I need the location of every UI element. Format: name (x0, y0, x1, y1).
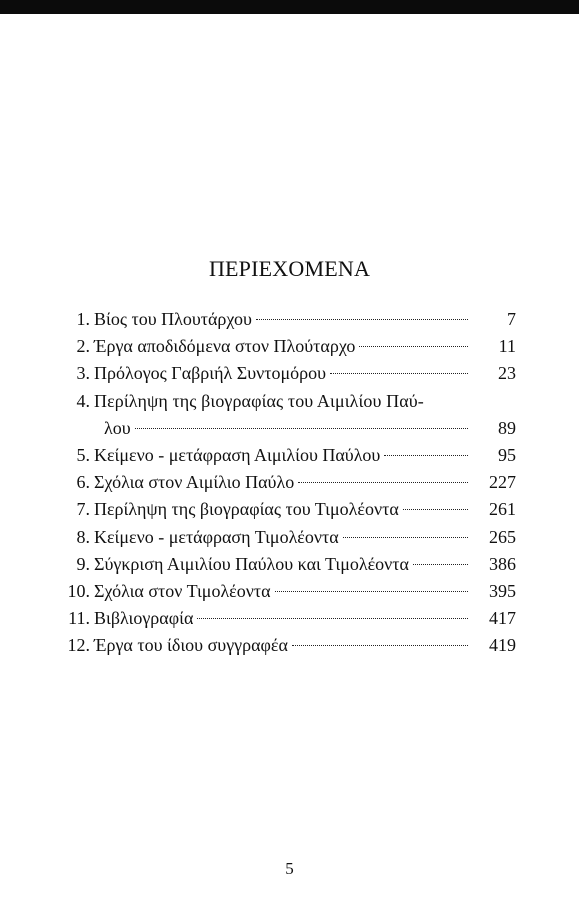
dot-leader (197, 618, 468, 619)
toc-entry (60, 388, 516, 415)
toc-entry-title: Βίος του Πλουτάρχου (94, 309, 252, 329)
toc-entry-title: Βιβλιογραφία (94, 608, 194, 629)
toc-entry-page: 95 (498, 444, 516, 465)
toc-entry-page: 227 (489, 472, 516, 493)
toc-entry-title: Περίληψη της βιογραφίας του Τιμολέοντα (94, 499, 399, 520)
page-title: ΠΕΡΙΕΧΟΜΕΝΑ (208, 256, 371, 281)
toc-entry-page: 386 (489, 553, 516, 574)
toc-entry (60, 469, 516, 496)
toc-entry-number: 1. (76, 309, 90, 329)
toc-entry-number: 11. (68, 608, 90, 629)
toc-entry-continuation (60, 415, 516, 442)
page-number: 5 (285, 859, 294, 878)
toc-entry-page: 7 (507, 309, 516, 329)
toc-entry-title: Έργα αποδιδόμενα στον Πλούταρχο (94, 336, 356, 357)
dot-leader (298, 482, 468, 483)
toc-entry-title: Σύγκριση Αιμιλίου Παύλου και Τιμολέοντα (94, 553, 409, 574)
dot-leader (275, 591, 468, 592)
toc-entry-number: 3. (76, 363, 90, 384)
dot-leader (403, 509, 468, 510)
toc-entry (60, 551, 516, 578)
toc-entry-page: 11 (498, 336, 516, 357)
dot-leader (413, 564, 468, 565)
toc-entry-page: 89 (498, 417, 516, 438)
toc-entry-page: 419 (489, 635, 516, 656)
dot-leader (359, 346, 468, 347)
toc-entry-number: 10. (67, 580, 90, 601)
toc-entry-title: Πρόλογος Γαβριήλ Συντομόρου (94, 363, 327, 384)
toc-entry-title: Σχόλια στον Αιμίλιο Παύλο (94, 472, 295, 493)
toc-entry-number: 7. (76, 499, 90, 520)
dot-leader (135, 428, 468, 429)
toc-entry-number: 5. (76, 444, 90, 465)
toc-entry (60, 524, 516, 551)
toc-entry-title: Έργα του ίδιου συγγραφέα (94, 635, 288, 656)
toc-entry (60, 333, 516, 360)
toc-entry-page: 261 (489, 499, 516, 520)
toc-entry-number: 2. (76, 336, 90, 357)
toc-entry-title: Περίληψη της βιογραφίας του Αιμιλίου Παύ- (94, 390, 424, 411)
toc-entry-title: Κείμενο - μετάφραση Αιμιλίου Παύλου (94, 444, 381, 465)
dot-leader (256, 319, 468, 320)
toc-entry (60, 632, 516, 659)
toc-entry-page: 23 (498, 363, 516, 384)
dot-leader (384, 455, 468, 456)
toc-entry (60, 496, 516, 523)
toc-entry (60, 578, 516, 605)
toc-entry-number: 12. (67, 635, 90, 656)
toc-entry-number: 6. (76, 472, 90, 493)
top-edge-bar (0, 0, 579, 14)
toc-entry-title: Σχόλια στον Τιμολέοντα (94, 580, 271, 601)
toc-entry-page: 395 (489, 580, 516, 601)
toc-entry-number: 4. (76, 390, 90, 411)
table-of-contents (60, 306, 516, 659)
toc-entry (60, 360, 516, 387)
dot-leader (343, 537, 468, 538)
toc-entry (60, 306, 516, 333)
toc-entry-page: 417 (489, 608, 516, 629)
dot-leader (330, 373, 468, 374)
toc-entry (60, 442, 516, 469)
toc-entry-page: 265 (489, 526, 516, 547)
toc-entry (60, 605, 516, 632)
dot-leader (292, 645, 468, 646)
toc-entry-number: 9. (76, 553, 90, 574)
toc-entry-number: 8. (76, 526, 90, 547)
toc-entry-title-continued: λου (104, 417, 131, 438)
toc-entry-title: Κείμενο - μετάφραση Τιμολέοντα (94, 526, 339, 547)
